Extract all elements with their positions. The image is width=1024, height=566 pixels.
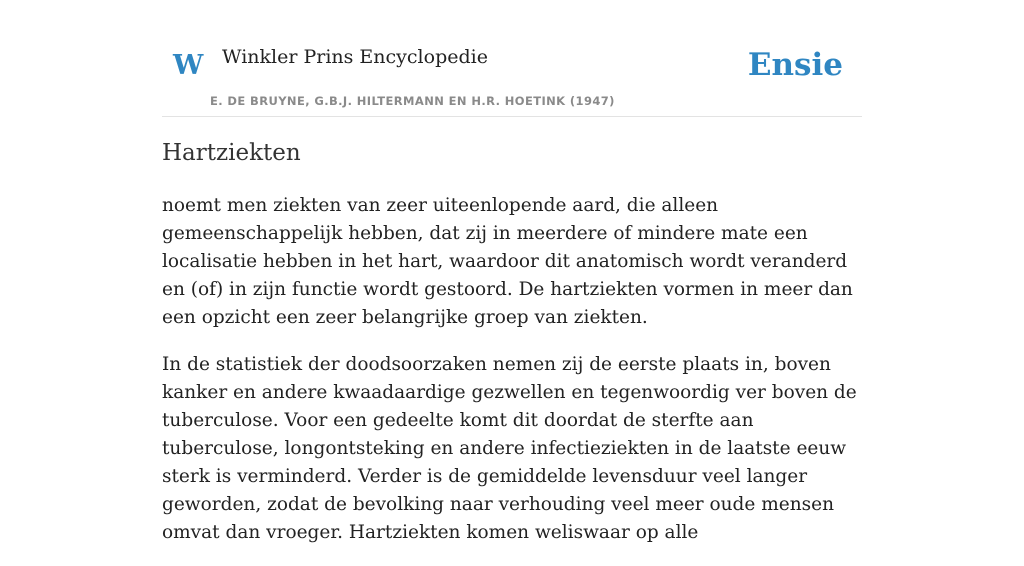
page bbox=[162, 0, 862, 543]
book-title[interactable]: Winkler Prins Encyclopedie bbox=[222, 46, 488, 68]
article-paragraph: In de statistiek der doodsoorzaken nemen zij de eerste plaats in, boven kanker en andere kwaadaardige gezwellen en tegenwoordig ver boven de tuberculose. Voor een gedeelte komt dit doordat de sterfte aan tuberculose, longontsteking en andere infectieziekten in de laatste eeuw sterk is verminderd. Verder is de gemiddelde levensduur veel langer geworden, zodat de bevolking naar verhouding veel meer oude mensen omvat dan vroeger. Hartziekten komen weliswaar op alle bbox=[162, 354, 857, 543]
article-body bbox=[162, 192, 862, 566]
article-title: Hartziekten bbox=[162, 140, 301, 166]
article-paragraph: noemt men ziekten van zeer uiteenlopende aard, die alleen gemeenschappelijk hebben, dat zij in meerdere of mindere mate een localisatie hebben in het hart, waardoor dit anatomisch wordt veranderd en (of) in zijn functie wordt gestoord. De hartziekten vormen in meer dan een opzicht een zeer belangrijke groep van ziekten. bbox=[162, 195, 853, 328]
ensie-brand-link[interactable]: Ensie bbox=[747, 47, 843, 83]
winkler-prins-logo[interactable]: W bbox=[173, 50, 204, 81]
book-authors: E. DE BRUYNE, G.B.J. HILTERMANN EN H.R. HOETINK (1947) bbox=[210, 94, 615, 108]
site-header bbox=[162, 0, 862, 117]
